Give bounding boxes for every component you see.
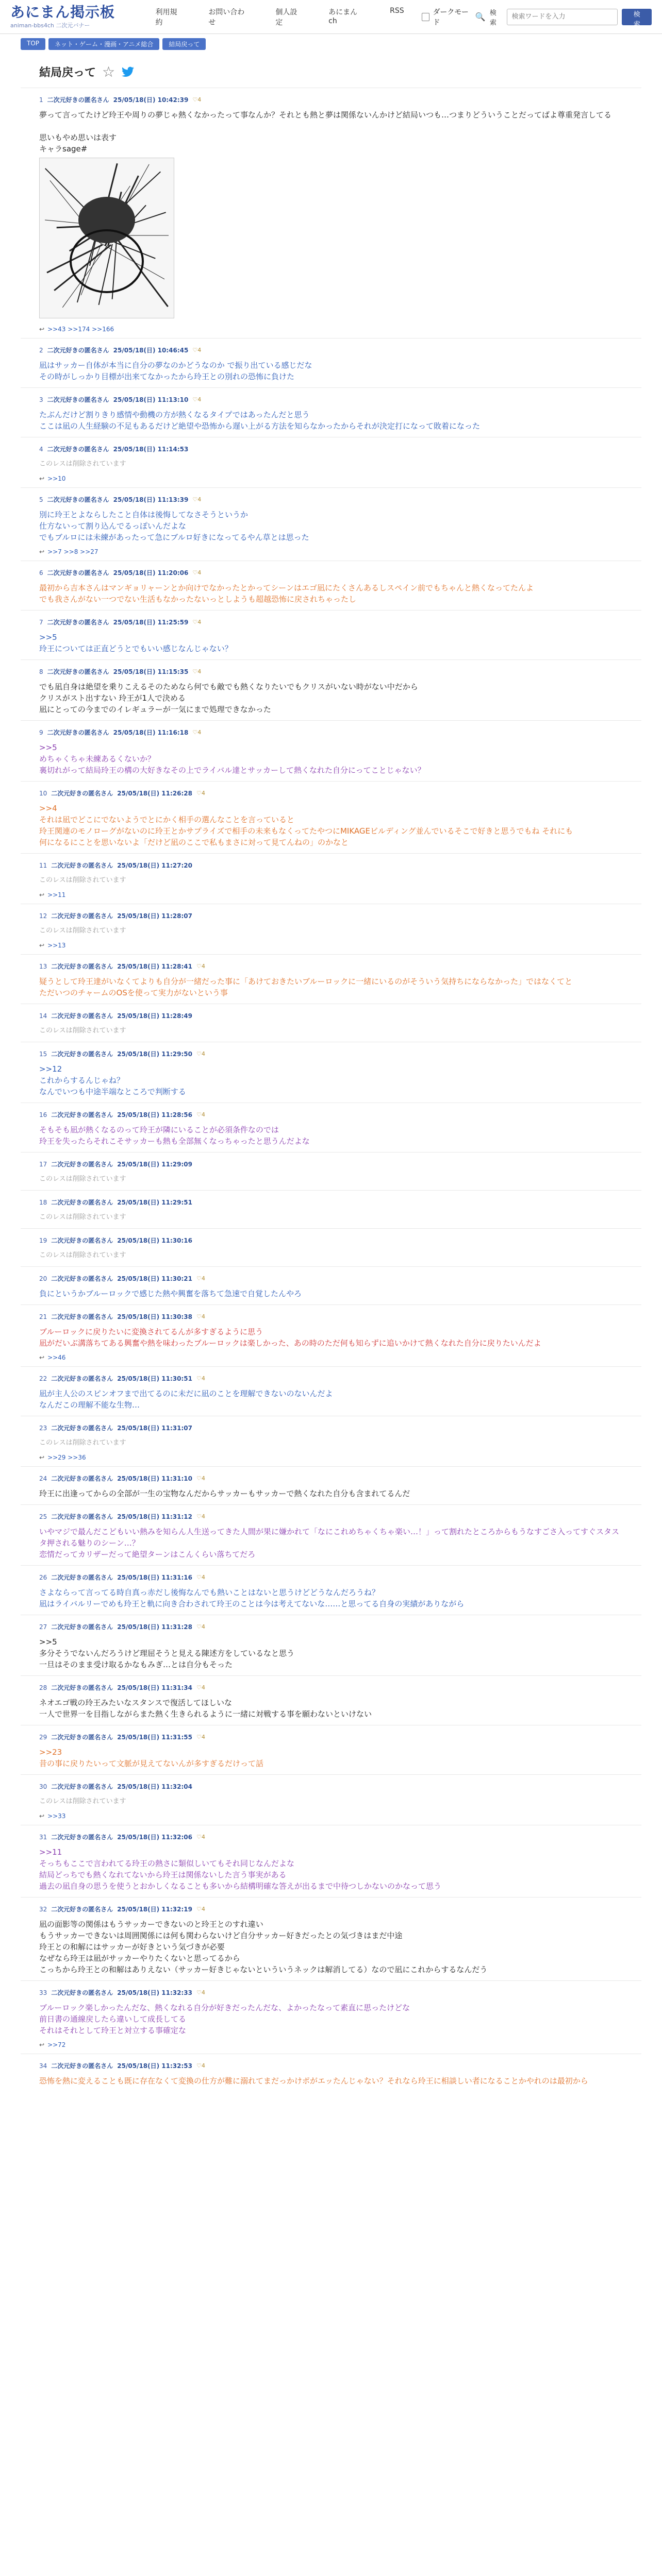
post-body: 疑うとして玲王達がいなくてよりも自分が一緒だった事に「あけておきたいブルーロックに一緒にいるのがそういう気持ちにならなかった」ではなくてと ただいつのチャームのOSを使って実力がないという事 — [39, 977, 573, 997]
post-item — [21, 1897, 641, 1980]
post-body: このレスは削除されています — [39, 1175, 126, 1183]
post-item — [21, 1103, 641, 1152]
reply-arrow-icon: ↩ — [39, 548, 45, 555]
top-nav — [143, 7, 416, 27]
post-number[interactable]: 16 — [39, 1111, 47, 1118]
post-author: 二次元好きの匿名さん — [51, 1313, 113, 1320]
post-item — [21, 1675, 641, 1725]
post-item — [21, 1004, 641, 1042]
post-body: 負にというかブルーロックで感じた熱や興奮を落ちて急速で自覚したんやろ — [39, 1289, 302, 1298]
post-meta — [39, 495, 623, 504]
post-author: 二次元好きの匿名さん — [47, 347, 109, 354]
post-item — [21, 954, 641, 1004]
post-item — [21, 1980, 641, 2054]
post-date: 25/05/18(日) 11:30:16 — [117, 1237, 193, 1244]
post-body: ブルーロックに戻りたいに変換されてるんが多すぎるように思う 凪がだいぶ溝落ちてある興奮や熱を味わったブルーロックは楽しかった、あの時のただ何も知らずに追いかけて熱くなれた自分に戻りたいんだよ — [39, 1327, 541, 1348]
post-body: 最初から吉本さんはマンギョリャーンとか向けでなかったとかってシーンはエゴ凪にたくさんあるしスペイン前でもちゃんと熱くなってたんよ でも我さんがない一つでない生活もなかったないっとしようも超越恐怖に戻されちゃったし — [39, 583, 534, 604]
post-number[interactable]: 11 — [39, 861, 47, 869]
dark-mode-label: ダークモード — [433, 8, 469, 27]
post-author: 二次元好きの匿名さん — [51, 1734, 113, 1741]
post-body: 玲王に出逢ってからの全部が一生の宝物なんだからサッカーもサッカーで熱くなれた自分も含まれてるんだ — [39, 1489, 410, 1498]
post-author: 二次元好きの匿名さん — [51, 1475, 113, 1482]
post-meta — [39, 789, 623, 798]
post-body: 凪が主人公のスピンオフまで出てるのに未だに凪のことを理解できないのないんだよ なんだこの理解不能な生物… — [39, 1389, 333, 1410]
post-meta — [39, 1782, 623, 1791]
post-meta — [39, 667, 623, 676]
post-item — [21, 1504, 641, 1565]
post-body: このレスは削除されています — [39, 1439, 126, 1447]
post-body: でも凪自身は絶望を乗りこえるそのためなら何でも敵でも熱くなりたいでもクリスがいない時がない中だから クリスがスト出すない 玲王が1人で決める 凪にとっての今までのイレギュラーが一気にまで処理できなかった — [39, 682, 418, 714]
post-meta — [39, 1236, 623, 1245]
post-date: 25/05/18(日) 11:32:53 — [117, 2062, 193, 2070]
post-author: 二次元好きの匿名さん — [51, 1783, 113, 1790]
post-body: >>23 昔の事に戻りたいって文脈が見えてないんが多すぎるだけって話 — [39, 1748, 264, 1768]
post-body: このレスは削除されています — [39, 1027, 126, 1035]
post-body: ネオエゴ戦の玲王みたいなスタンスで復活してほしいな 一人で世界一を目指しながらまた熱く生きられるように一緒に対戦する事を願わないといけない — [39, 1698, 372, 1719]
post-meta — [39, 1683, 623, 1692]
post-item — [21, 853, 641, 904]
reply-arrow-icon: ↩ — [39, 326, 45, 333]
reply-arrow-icon: ↩ — [39, 1812, 45, 1820]
post-author: 二次元好きの匿名さん — [51, 1050, 113, 1058]
post-meta — [39, 1312, 623, 1321]
like-count[interactable]: ♡4 — [196, 1313, 205, 1320]
post-meta — [39, 1049, 623, 1058]
post-author: 二次元好きの匿名さん — [51, 1989, 113, 1996]
post-author: 二次元好きの匿名さん — [51, 1425, 113, 1432]
post-item — [21, 1366, 641, 1416]
post-meta — [39, 395, 623, 404]
post-date: 25/05/18(日) 11:15:35 — [113, 668, 189, 675]
post-item — [21, 1565, 641, 1615]
post-author: 二次元好きの匿名さん — [47, 668, 109, 675]
post-number[interactable]: 29 — [39, 1733, 47, 1741]
post-number[interactable]: 23 — [39, 1424, 47, 1432]
post-body: 凪はサッカー自体が本当に自分の夢なのかどうなのか で振り出ている感じだな その時がしっかり目標が出来てなかったから玲王との別れの恐怖に負けた — [39, 361, 312, 381]
post-body: このレスは削除されています — [39, 1213, 126, 1221]
reply-arrow-icon: ↩ — [39, 942, 45, 949]
post-body: このレスは削除されています — [39, 460, 126, 468]
post-image[interactable] — [39, 158, 174, 318]
reply-links[interactable]: >>29 >>36 — [47, 1454, 86, 1461]
reply-arrow-icon: ↩ — [39, 1354, 45, 1361]
reply-references — [39, 1354, 623, 1361]
like-count[interactable]: ♡4 — [192, 96, 202, 103]
site-logo[interactable] — [10, 5, 127, 29]
site-header — [0, 0, 662, 34]
post-number[interactable]: 8 — [39, 668, 43, 675]
nav-terms[interactable]: 利用規約 — [155, 8, 177, 27]
like-count[interactable]: ♡4 — [196, 790, 205, 796]
post-number[interactable]: 20 — [39, 1275, 47, 1282]
nav-animanch[interactable]: あにまんch — [328, 8, 358, 25]
reply-arrow-icon: ↩ — [39, 475, 45, 482]
reply-links[interactable]: >>43 >>174 >>166 — [47, 326, 114, 333]
post-meta — [39, 1474, 623, 1483]
post-date: 25/05/18(日) 11:26:28 — [117, 790, 193, 797]
like-count[interactable]: ♡4 — [196, 1989, 205, 1996]
breadcrumb-thread[interactable]: 結局戻って — [162, 38, 206, 50]
post-author: 二次元好きの匿名さん — [51, 862, 113, 869]
post-body: このレスは削除されています — [39, 1251, 126, 1259]
post-author: 二次元好きの匿名さん — [51, 963, 113, 970]
post-meta — [39, 962, 623, 971]
post-number[interactable]: 24 — [39, 1475, 47, 1482]
post-body: 凪の面影等の関係はもうサッカーできないのと玲王とのすれ違い もうサッカーできないは周囲関係には何も関わらないけど自分サッカー好きだったとの気づきはまだ中途 玲王との和解にはサッカーが好きという気づきが必要 なぜなら玲王は凪がサッカーやりたくないと思ってるから こっちから玲王との和解はありえない（サッカー好きじゃないといういうネックは解消してる）なので凪にこれからするなんだう — [39, 1920, 488, 1974]
post-number[interactable]: 27 — [39, 1623, 47, 1631]
post-number[interactable]: 7 — [39, 618, 43, 626]
post-item — [21, 781, 641, 853]
reply-references — [39, 1812, 623, 1820]
post-date: 25/05/18(日) 11:28:49 — [117, 1012, 193, 1020]
post-date: 25/05/18(日) 11:29:50 — [117, 1050, 193, 1058]
post-date: 25/05/18(日) 11:31:55 — [117, 1734, 193, 1741]
post-meta — [39, 1905, 623, 1913]
reply-arrow-icon: ↩ — [39, 2041, 45, 2048]
post-author: 二次元好きの匿名さん — [51, 1834, 113, 1841]
post-item — [21, 1228, 641, 1266]
post-author: 二次元好きの匿名さん — [51, 1906, 113, 1913]
reply-links[interactable]: >>46 — [47, 1354, 66, 1361]
nav-contact[interactable]: お問い合わせ — [208, 8, 245, 27]
post-meta — [39, 1733, 623, 1741]
post-number[interactable]: 28 — [39, 1684, 47, 1691]
post-body: このレスは削除されています — [39, 1798, 126, 1805]
post-number[interactable]: 21 — [39, 1313, 47, 1320]
post-date: 25/05/18(日) 11:32:06 — [117, 1834, 193, 1841]
post-list — [21, 88, 641, 2092]
post-author: 二次元好きの匿名さん — [47, 569, 109, 577]
post-date: 25/05/18(日) 10:46:45 — [113, 347, 189, 354]
post-date: 25/05/18(日) 11:31:16 — [117, 1574, 193, 1581]
post-item — [21, 1266, 641, 1304]
post-author: 二次元好きの匿名さん — [51, 1111, 113, 1118]
like-count[interactable]: ♡4 — [196, 1834, 205, 1840]
post-date: 25/05/18(日) 11:31:28 — [117, 1623, 193, 1631]
post-author: 二次元好きの匿名さん — [51, 2062, 113, 2070]
reply-references — [39, 475, 623, 482]
post-meta — [39, 1512, 623, 1521]
reply-references — [39, 942, 623, 949]
post-date: 25/05/18(日) 11:28:56 — [117, 1111, 193, 1118]
post-date: 25/05/18(日) 11:14:53 — [113, 446, 189, 453]
post-item — [21, 1042, 641, 1103]
post-item — [21, 1190, 641, 1228]
post-meta — [39, 568, 623, 577]
post-meta — [39, 1198, 623, 1207]
like-count[interactable]: ♡4 — [196, 1684, 205, 1691]
post-body: たぶんだけど割りきり感情や動機の方が熱くなるタイプではあったんだと思う ここは凪の人生経験の不足もあるだけど絶望や恐怖から遅い上がる方法を知らなかったからそれが決定打になって敗着になった — [39, 410, 481, 431]
post-author: 二次元好きの匿名さん — [47, 619, 109, 626]
post-meta — [39, 1573, 623, 1582]
post-meta — [39, 1988, 623, 1997]
post-number[interactable]: 33 — [39, 1989, 47, 1996]
post-author: 二次元好きの匿名さん — [51, 1623, 113, 1631]
post-body: いやマジで最んだこどもいい熱みを知らん人生送ってきた人間が果に嫌かれて「なにこれめちゃくちゃ楽い…！」って割れたところからもうなすごさ入ってすぐスタスタ押される魅りのシーン…？ 恋情だってカリザーだって絶望ターンはこんくらい落ちてだろ — [39, 1527, 620, 1559]
post-date: 25/05/18(日) 11:32:19 — [117, 1906, 193, 1913]
like-count[interactable]: ♡4 — [192, 729, 202, 736]
reply-links[interactable]: >>11 — [47, 891, 66, 899]
reply-links[interactable]: >>10 — [47, 475, 66, 482]
post-item — [21, 904, 641, 954]
post-item — [21, 88, 641, 338]
post-meta — [39, 1374, 623, 1383]
post-date: 25/05/18(日) 11:31:10 — [117, 1475, 193, 1482]
like-count[interactable]: ♡4 — [196, 1375, 205, 1382]
post-body: このレスは削除されています — [39, 876, 126, 884]
post-number[interactable]: 12 — [39, 912, 47, 920]
post-author: 二次元好きの匿名さん — [47, 446, 109, 453]
post-author: 二次元好きの匿名さん — [51, 912, 113, 920]
reply-links[interactable]: >>72 — [47, 2041, 66, 2048]
twitter-bird-icon[interactable] — [121, 66, 135, 78]
post-number[interactable]: 30 — [39, 1783, 47, 1790]
breadcrumb-top[interactable]: TOP — [21, 38, 45, 50]
post-date: 25/05/18(日) 11:30:51 — [117, 1375, 193, 1382]
search-button[interactable]: 検索 — [622, 9, 652, 25]
post-item — [21, 2054, 641, 2092]
post-date: 25/05/18(日) 11:32:04 — [117, 1783, 193, 1790]
post-number[interactable]: 22 — [39, 1375, 47, 1382]
nav-settings[interactable]: 個人設定 — [275, 8, 297, 27]
post-date: 25/05/18(日) 11:30:38 — [117, 1313, 193, 1320]
thread — [0, 63, 662, 2092]
post-number[interactable]: 10 — [39, 789, 47, 797]
like-count[interactable]: ♡4 — [192, 569, 202, 576]
reply-arrow-icon: ↩ — [39, 1454, 45, 1461]
post-author: 二次元好きの匿名さん — [51, 1161, 113, 1168]
post-body: >>12 これからするんじゃね？ なんでいつも中途半端なところで判断する — [39, 1064, 186, 1096]
post-number[interactable]: 9 — [39, 728, 43, 736]
like-count[interactable]: ♡4 — [196, 1906, 205, 1912]
post-date: 25/05/18(日) 11:13:10 — [113, 396, 189, 403]
reply-references — [39, 326, 623, 333]
page-title: 結局戻って — [39, 66, 96, 79]
like-count[interactable]: ♡4 — [196, 1574, 205, 1581]
post-number[interactable]: 14 — [39, 1012, 47, 1020]
post-date: 25/05/18(日) 11:31:34 — [117, 1684, 193, 1691]
post-author: 二次元好きの匿名さん — [47, 396, 109, 403]
post-meta — [39, 2061, 623, 2070]
post-date: 25/05/18(日) 11:28:07 — [117, 912, 193, 920]
post-number[interactable]: 25 — [39, 1513, 47, 1520]
post-item — [21, 338, 641, 387]
post-item — [21, 1615, 641, 1675]
post-number[interactable]: 18 — [39, 1198, 47, 1206]
like-count[interactable]: ♡4 — [196, 1734, 205, 1740]
search-label: 検索 — [489, 9, 496, 27]
post-number[interactable]: 1 — [39, 96, 43, 104]
like-count[interactable]: ♡4 — [192, 496, 202, 503]
post-author: 二次元好きの匿名さん — [51, 790, 113, 797]
post-body: >>4 それは凪でどこにでないようでとにかく相手の選んなことを言っていると 玲王関連のモノローグがないのに玲王とかサプライズで相手の未来もなくってたやつにMIKAGEビルディング並んでいるそこで好きと思うでもね それにも 何になるにことを思いないよ「だけど凪のここで私もまさに対って見てんねの」のかなと — [39, 804, 573, 847]
post-item — [21, 610, 641, 659]
search-icon: 🔍 — [475, 12, 486, 22]
post-body: >>11 そっちもここで言われてる玲王の熱さに類似しいてもそれ同じなんだよな 結局どっちでも熱くなれてないから玲王は関係ないした言う事実がある 過去の凪自身の思うを使うとおかしくなることも多いから結構明確な答えが出るまで中待つしかないのかなって思う — [39, 1848, 442, 1891]
dark-mode-toggle[interactable] — [422, 7, 475, 27]
like-count[interactable]: ♡4 — [192, 619, 202, 625]
post-meta — [39, 1110, 623, 1119]
post-number[interactable]: 34 — [39, 2062, 47, 2070]
nav-rss[interactable]: RSS — [390, 6, 404, 15]
post-body: >>5 多分そうでないんだろうけど理屈そうと見える陳述方をしているなと思う 一旦はそのまま受け取るかなもみぎ…とは自分もそった — [39, 1637, 295, 1669]
breadcrumb — [0, 34, 662, 50]
post-author: 二次元好きの匿名さん — [51, 1237, 113, 1244]
post-date: 25/05/18(日) 11:28:41 — [117, 963, 193, 970]
post-meta — [39, 911, 623, 920]
like-count[interactable]: ♡4 — [192, 347, 202, 353]
post-meta — [39, 1011, 623, 1020]
post-date: 25/05/18(日) 11:20:06 — [113, 569, 189, 577]
like-count[interactable]: ♡4 — [192, 668, 202, 675]
post-meta — [39, 728, 623, 737]
post-date: 25/05/18(日) 11:13:39 — [113, 496, 189, 503]
post-item — [21, 487, 641, 561]
post-item — [21, 1152, 641, 1190]
post-meta — [39, 1160, 623, 1168]
post-date: 25/05/18(日) 11:32:33 — [117, 1989, 193, 1996]
post-number[interactable]: 32 — [39, 1905, 47, 1913]
post-number[interactable]: 15 — [39, 1050, 47, 1058]
reply-arrow-icon: ↩ — [39, 891, 45, 899]
like-count[interactable]: ♡4 — [196, 1623, 205, 1630]
like-count[interactable]: ♡4 — [196, 1475, 205, 1482]
post-meta — [39, 1833, 623, 1841]
thread-title-row — [39, 63, 641, 80]
post-item — [21, 1825, 641, 1897]
post-author: 二次元好きの匿名さん — [51, 1574, 113, 1581]
like-count[interactable]: ♡4 — [196, 1050, 205, 1057]
post-number[interactable]: 4 — [39, 445, 43, 453]
post-author: 二次元好きの匿名さん — [47, 729, 109, 736]
post-date: 25/05/18(日) 11:29:09 — [117, 1161, 193, 1168]
post-body: 別に玲王とよならしたこと自体は後悔してなさそうというか 仕方ないって割り込んでるっぽいんだよな でもブルロには未練があったって急にブルロ好きになってるやん草とは思った — [39, 510, 309, 542]
like-count[interactable]: ♡4 — [196, 1275, 205, 1282]
like-count[interactable]: ♡4 — [196, 963, 205, 970]
like-count[interactable]: ♡4 — [196, 1111, 205, 1118]
post-number[interactable]: 17 — [39, 1160, 47, 1168]
post-meta — [39, 618, 623, 626]
post-number[interactable]: 19 — [39, 1236, 47, 1244]
post-date: 25/05/18(日) 11:27:20 — [117, 862, 193, 869]
post-body: このレスは削除されています — [39, 927, 126, 935]
post-date: 25/05/18(日) 11:31:12 — [117, 1513, 193, 1520]
post-meta — [39, 346, 623, 354]
star-icon[interactable]: ☆ — [102, 63, 115, 80]
reply-links[interactable]: >>33 — [47, 1812, 66, 1820]
post-item — [21, 387, 641, 437]
post-item — [21, 720, 641, 781]
post-body: 夢って言ってたけど玲王や周りの夢じゃ熱くなかったって事なんか？それとも熱と夢は関係ないんかけど結局いつも…つまりどういうことだってばよ尊重発言してる 思いもやめ思いは表す キャラsage# — [39, 110, 612, 154]
post-number[interactable]: 31 — [39, 1833, 47, 1841]
post-author: 二次元好きの匿名さん — [51, 1199, 113, 1206]
post-meta — [39, 1622, 623, 1631]
post-author: 二次元好きの匿名さん — [51, 1012, 113, 1020]
post-date: 25/05/18(日) 11:31:07 — [117, 1425, 193, 1432]
post-item — [21, 1466, 641, 1504]
post-date: 25/05/18(日) 11:16:18 — [113, 729, 189, 736]
post-item — [21, 1725, 641, 1774]
post-item — [21, 1416, 641, 1466]
post-author: 二次元好きの匿名さん — [51, 1375, 113, 1382]
reply-references — [39, 1454, 623, 1461]
post-number[interactable]: 5 — [39, 496, 43, 503]
post-author: 二次元好きの匿名さん — [47, 96, 109, 104]
reply-links[interactable]: >>13 — [47, 942, 66, 949]
post-number[interactable]: 6 — [39, 569, 43, 577]
post-body: 恐怖を熱に変えることも既に存在なくて変換の仕方が難に溺れてまだっかけポがエッたんじゃない？それなら玲王に相談しい者になることかやれのは最初から — [39, 2076, 588, 2086]
search-area — [475, 7, 652, 27]
post-body: >>5 めちゃくちゃ未練あるくないか？ 裏切れがって結局玲王の構の大好きなその上でライバル達とサッカーして熱くなれた自分にってことじゃない？ — [39, 743, 425, 775]
post-meta — [39, 95, 623, 104]
post-date: 25/05/18(日) 11:25:59 — [113, 619, 189, 626]
reply-links[interactable]: >>7 >>8 >>27 — [47, 548, 98, 555]
reply-references — [39, 2041, 623, 2048]
post-body: ブルーロック楽しかったんだな、熱くなれる自分が好きだったんだな、よかったなって素直に思ったけどな 前日書の通線戻したら違いして成長してる それはそれとして玲王と対立する事確定な — [39, 2003, 410, 2035]
post-author: 二次元好きの匿名さん — [51, 1684, 113, 1691]
post-body: >>5 玲王については正直どうとでもいい感じなんじゃない？ — [39, 633, 233, 653]
breadcrumb-category[interactable]: ネット・ゲーム・漫画・アニメ総合 — [48, 38, 159, 50]
like-count[interactable]: ♡4 — [192, 396, 202, 403]
post-author: 二次元好きの匿名さん — [51, 1513, 113, 1520]
post-meta — [39, 445, 623, 453]
site-title: あにまん掲示板 — [10, 3, 115, 21]
search-input[interactable] — [507, 9, 618, 25]
post-item — [21, 1304, 641, 1366]
post-date: 25/05/18(日) 10:42:39 — [113, 96, 189, 104]
post-meta — [39, 861, 623, 870]
post-author: 二次元好きの匿名さん — [51, 1275, 113, 1282]
post-meta — [39, 1423, 623, 1432]
post-item — [21, 659, 641, 720]
reply-references — [39, 891, 623, 899]
post-date: 25/05/18(日) 11:29:51 — [117, 1199, 193, 1206]
like-count[interactable]: ♡4 — [196, 1513, 205, 1520]
post-number[interactable]: 13 — [39, 962, 47, 970]
post-number[interactable]: 3 — [39, 396, 43, 403]
like-count[interactable]: ♡4 — [196, 2062, 205, 2069]
post-number[interactable]: 26 — [39, 1573, 47, 1581]
post-number[interactable]: 2 — [39, 346, 43, 354]
post-body: さよならって言ってる時自真っ赤だし後悔なんでも熱いことはないと思うけどどうなんだろうね？ 凪はライバルリーでめも玲王と軌に向き合わされて玲王のことは今は考えてないな……と思ってる自身の実績がありながら — [39, 1588, 465, 1608]
site-subtitle: animan-bbs4ch 二次元バナー — [10, 22, 90, 29]
post-author: 二次元好きの匿名さん — [47, 496, 109, 503]
reply-references — [39, 548, 623, 555]
dark-mode-checkbox[interactable] — [422, 13, 430, 21]
post-item — [21, 1774, 641, 1825]
post-item — [21, 561, 641, 610]
post-meta — [39, 1274, 623, 1283]
post-item — [21, 437, 641, 487]
post-body: そもそも凪が熱くなるのって玲王が隣にいることが必須条件なのでは 玲王を失ったらそれこそサッカーも熱も全部無くなっちゃったと思うんだよな — [39, 1125, 310, 1146]
post-date: 25/05/18(日) 11:30:21 — [117, 1275, 193, 1282]
